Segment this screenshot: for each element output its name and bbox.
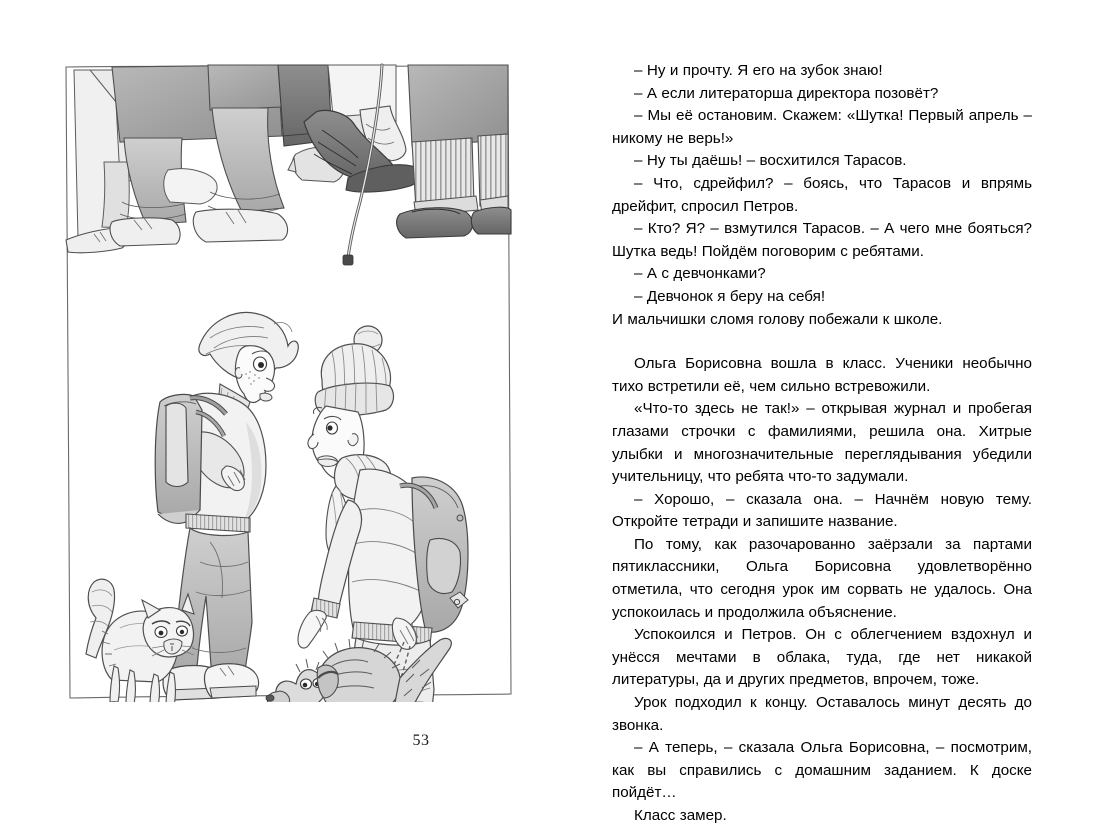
text-block-dialogue [612,60,1032,331]
text-block-lesson [612,353,1032,827]
paragraph: – А теперь, – сказала Ольга Борисовна, – посмотрим, как вы справились с домашним заданием. К доске пойдёт… [612,737,1032,805]
paragraph: Класс замер. [612,805,1032,828]
illustration [60,62,515,702]
body-text-column [612,60,1032,828]
paragraph: Урок подходил к концу. Оставалось минут десять до звонка. [612,692,1032,737]
paragraph: – Что, сдрейфил? – боясь, что Тарасов и впрямь дрейфит, спросил Петров. [612,173,1032,218]
paragraph: – Ну ты даёшь! – восхитился Тарасов. [612,150,1032,173]
paragraph: «Что-то здесь не так!» – открывая журнал и пробегая глазами строчки с фамилиями, решила она. Хитрые улыбки и многозначительные переглядывания убедили учительницу, что ребята что-то задумали. [612,398,1032,488]
page-number: 53 [413,732,430,750]
section-break [612,331,1032,353]
paragraph: Успокоился и Петров. Он с облегчением вздохнул и унёсся мечтами в облака, туда, где нет никакой литературы, да и других предметов, впрочем, тоже. [612,624,1032,692]
paragraph: Ольга Борисовна вошла в класс. Ученики необычно тихо встретили её, чем сильно встревожили. [612,353,1032,398]
paragraph: – Мы её остановим. Скажем: «Шутка! Первый апрель – никому не верь!» [612,105,1032,150]
paragraph: – Ну и прочту. Я его на зубок знаю! [612,60,1032,83]
paragraph: И мальчишки сломя голову побежали к школе. [612,309,1032,332]
paragraph: – А с девчонками? [612,263,1032,286]
paragraph: – Девчонок я беру на себя! [612,286,1032,309]
paragraph: – А если литераторша директора позовёт? [612,83,1032,106]
paragraph: По тому, как разочарованно заёрзали за партами пятиклассники, Ольга Борисовна удовлетворённо отметила, что сегодня урок им сорвать не удалось. Она успокоилась и продолжила объяснение. [612,534,1032,624]
paragraph: – Кто? Я? – взмутился Тарасов. – А чего мне бояться? Шутка ведь! Пойдём поговорим с ребятами. [612,218,1032,263]
illustration-artwork [60,62,515,702]
page-number-area [0,732,1100,750]
paragraph: – Хорошо, – сказала она. – Начнём новую тему. Откройте тетради и запишите название. [612,489,1032,534]
